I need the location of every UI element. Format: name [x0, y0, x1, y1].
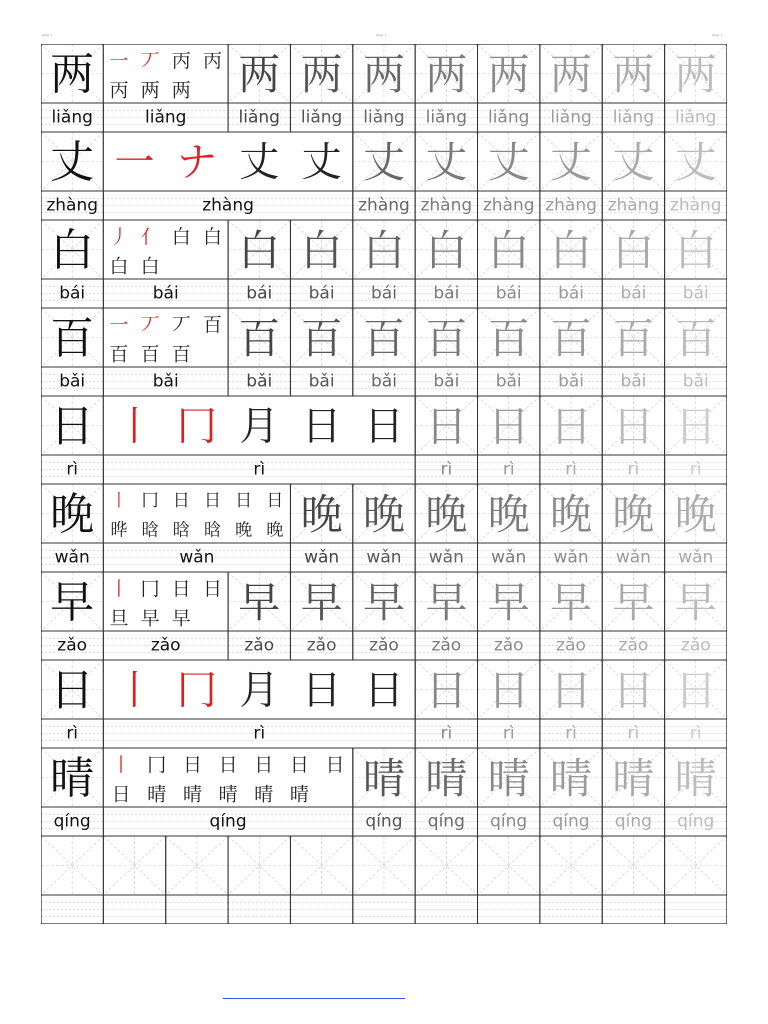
trace-character: 早: [425, 578, 468, 627]
stroke-step: 日: [254, 753, 274, 776]
pinyin-label: wǎn: [54, 547, 90, 568]
stroke-step: 早: [171, 607, 191, 630]
pinyin-label: bǎi: [59, 371, 86, 392]
trace-character: 两: [300, 50, 343, 99]
model-character: 百: [50, 313, 95, 364]
trace-pinyin: liǎng: [425, 107, 468, 128]
pinyin-label: zǎo: [57, 635, 88, 656]
trace-character: 早: [487, 578, 530, 627]
pinyin-label: liǎng: [145, 107, 187, 128]
stroke-step: 日: [172, 490, 190, 511]
trace-pinyin: bái: [620, 283, 647, 304]
stroke-step: 丨: [114, 667, 155, 714]
pinyin-label: bái: [152, 283, 179, 304]
header-right: Page 1: [712, 33, 723, 37]
trace-character: 晴: [425, 754, 468, 803]
stroke-step: 日: [301, 667, 342, 714]
trace-pinyin: liǎng: [550, 107, 592, 128]
trace-pinyin: wǎn: [366, 547, 402, 568]
stroke-step: 晴: [182, 783, 202, 806]
stroke-step: 丨: [111, 753, 131, 776]
trace-character: 日: [674, 402, 717, 451]
trace-pinyin: rì: [689, 723, 702, 744]
trace-pinyin: bái: [495, 283, 522, 304]
trace-character: 晚: [487, 490, 530, 539]
trace-character: 晚: [425, 490, 468, 539]
trace-pinyin: wǎn: [615, 547, 651, 568]
trace-character: 早: [300, 578, 343, 627]
pinyin-label: rì: [66, 723, 79, 744]
trace-character: 白: [362, 226, 405, 275]
trace-character: 丈: [362, 138, 405, 187]
trace-character: 百: [425, 314, 468, 363]
stroke-step: 月: [239, 667, 280, 714]
pinyin-label: rì: [253, 723, 266, 744]
stroke-step: 日: [218, 753, 238, 776]
trace-character: 白: [674, 226, 717, 275]
trace-character: 晴: [487, 754, 530, 803]
stroke-step: 晚: [266, 520, 284, 541]
trace-character: 日: [425, 666, 468, 715]
trace-character: 百: [487, 314, 530, 363]
trace-character: 晚: [674, 490, 717, 539]
trace-pinyin: zǎo: [680, 635, 711, 656]
trace-character: 日: [550, 402, 593, 451]
trace-character: 晚: [612, 490, 655, 539]
stroke-step: 晔: [110, 520, 128, 541]
stroke-step: 冂: [176, 403, 217, 450]
model-character: 丈: [50, 137, 95, 188]
stroke-step: 冂: [141, 490, 159, 511]
model-character: 两: [50, 49, 95, 100]
stroke-step: 丙: [171, 49, 191, 72]
trace-character: 百: [362, 314, 405, 363]
pinyin-label: zǎo: [150, 635, 181, 656]
trace-pinyin: zhàng: [607, 195, 660, 216]
stroke-step: 百: [140, 343, 160, 366]
model-character: 日: [50, 665, 95, 716]
footer-link[interactable]: [223, 998, 405, 999]
stroke-step: 白: [140, 255, 160, 278]
trace-pinyin: zǎo: [618, 635, 649, 656]
stroke-step: 白: [109, 255, 129, 278]
trace-pinyin: liǎng: [363, 107, 405, 128]
trace-character: 晴: [612, 754, 655, 803]
pinyin-label: rì: [253, 459, 266, 480]
pinyin-label: qíng: [209, 811, 247, 832]
trace-pinyin: rì: [627, 723, 640, 744]
stroke-step: 丨: [114, 403, 155, 450]
stroke-step: ナ: [176, 139, 217, 186]
trace-character: 白: [550, 226, 593, 275]
trace-character: 两: [425, 50, 468, 99]
trace-pinyin: qíng: [552, 811, 590, 832]
trace-pinyin: zǎo: [493, 635, 524, 656]
stroke-step: 两: [140, 79, 160, 102]
stroke-step: 冂: [147, 753, 167, 776]
model-character: 晴: [50, 753, 95, 804]
trace-pinyin: bái: [558, 283, 585, 304]
trace-character: 丈: [612, 138, 655, 187]
stroke-step: 丆: [171, 313, 191, 336]
trace-pinyin: zǎo: [306, 635, 337, 656]
stroke-step: 晴: [218, 783, 238, 806]
trace-pinyin: liǎng: [675, 107, 717, 128]
trace-pinyin: zhàng: [358, 195, 410, 216]
stroke-step: 日: [301, 403, 342, 450]
stroke-step: 日: [182, 753, 202, 776]
trace-character: 两: [612, 50, 655, 99]
trace-character: 百: [550, 314, 593, 363]
stroke-step: 日: [266, 490, 284, 511]
trace-pinyin: qíng: [490, 811, 528, 832]
trace-pinyin: rì: [440, 459, 453, 480]
stroke-step: 丙: [202, 49, 222, 72]
trace-character: 丈: [425, 138, 468, 187]
model-character: 晚: [50, 489, 95, 540]
trace-pinyin: bǎi: [682, 371, 709, 392]
trace-character: 百: [612, 314, 655, 363]
stroke-step: 亻: [140, 225, 160, 248]
stroke-step: 晴: [289, 783, 309, 806]
trace-character: 日: [612, 666, 655, 715]
trace-pinyin: zhàng: [420, 195, 473, 216]
trace-character: 白: [300, 226, 343, 275]
trace-pinyin: rì: [627, 459, 640, 480]
trace-character: 白: [238, 226, 281, 275]
model-character: 日: [50, 401, 95, 452]
stroke-step: 丆: [140, 49, 160, 72]
trace-character: 日: [674, 666, 717, 715]
stroke-step: 丈: [301, 139, 342, 186]
stroke-step: 晗: [141, 520, 159, 541]
trace-character: 晚: [362, 490, 405, 539]
stroke-step: 日: [289, 753, 309, 776]
stroke-step: 日: [235, 490, 253, 511]
stroke-step: 早: [140, 607, 160, 630]
stroke-step: 晴: [254, 783, 274, 806]
trace-character: 两: [550, 50, 593, 99]
trace-pinyin: bái: [308, 283, 335, 304]
pinyin-label: qíng: [53, 811, 91, 832]
trace-pinyin: zhàng: [545, 195, 597, 216]
practice-grid: [41, 44, 727, 924]
pinyin-label: zhàng: [202, 195, 254, 216]
stroke-step: 两: [171, 79, 191, 102]
trace-character: 日: [612, 402, 655, 451]
trace-character: 两: [674, 50, 717, 99]
trace-character: 丈: [487, 138, 530, 187]
trace-pinyin: rì: [440, 723, 453, 744]
trace-pinyin: wǎn: [678, 547, 714, 568]
pinyin-label: rì: [66, 459, 79, 480]
trace-character: 两: [238, 50, 281, 99]
trace-character: 早: [612, 578, 655, 627]
trace-pinyin: rì: [502, 459, 515, 480]
pinyin-label: liǎng: [51, 107, 93, 128]
stroke-step: 丨: [110, 490, 128, 511]
stroke-step: 丈: [239, 139, 280, 186]
trace-pinyin: bǎi: [433, 371, 460, 392]
trace-pinyin: bǎi: [620, 371, 647, 392]
trace-pinyin: bái: [682, 283, 709, 304]
trace-character: 日: [487, 402, 530, 451]
trace-pinyin: bái: [371, 283, 397, 304]
pinyin-label: bái: [59, 283, 86, 304]
trace-pinyin: wǎn: [491, 547, 527, 568]
trace-character: 早: [362, 578, 405, 627]
trace-pinyin: bái: [246, 283, 273, 304]
trace-pinyin: wǎn: [428, 547, 464, 568]
trace-pinyin: qíng: [427, 811, 465, 832]
trace-pinyin: rì: [565, 723, 577, 744]
trace-pinyin: bǎi: [246, 371, 273, 392]
model-character: 早: [50, 577, 95, 628]
trace-pinyin: qíng: [365, 811, 403, 832]
stroke-step: 白: [171, 225, 191, 248]
trace-character: 百: [238, 314, 281, 363]
trace-character: 晴: [550, 754, 593, 803]
stroke-step: 日: [363, 667, 404, 714]
trace-character: 早: [550, 578, 593, 627]
stroke-step: 丿: [109, 225, 129, 248]
header-center: Page 1: [376, 33, 387, 37]
trace-character: 日: [487, 666, 530, 715]
trace-pinyin: bǎi: [495, 371, 522, 392]
stroke-step: 旦: [109, 607, 129, 630]
trace-character: 晚: [300, 490, 343, 539]
stroke-step: 百: [202, 313, 222, 336]
trace-character: 两: [487, 50, 530, 99]
stroke-step: 日: [325, 753, 345, 776]
trace-pinyin: zǎo: [556, 635, 586, 656]
model-character: 白: [50, 225, 95, 276]
trace-character: 晴: [674, 754, 717, 803]
stroke-step: 日: [203, 490, 221, 511]
stroke-step: 丙: [109, 79, 129, 102]
stroke-step: 日: [171, 577, 191, 600]
trace-character: 日: [550, 666, 593, 715]
pinyin-label: wǎn: [179, 547, 215, 568]
trace-pinyin: zǎo: [431, 635, 462, 656]
trace-pinyin: bǎi: [308, 371, 335, 392]
trace-pinyin: bái: [433, 283, 460, 304]
trace-character: 两: [362, 50, 405, 99]
stroke-step: 丨: [109, 577, 129, 600]
trace-pinyin: wǎn: [553, 547, 589, 568]
stroke-step: 晚: [235, 520, 253, 541]
trace-pinyin: liǎng: [238, 107, 280, 128]
trace-pinyin: bǎi: [371, 371, 397, 392]
trace-character: 白: [612, 226, 655, 275]
trace-pinyin: zǎo: [244, 635, 275, 656]
stroke-step: 晗: [203, 520, 221, 541]
stroke-step: 丆: [140, 313, 160, 336]
trace-character: 白: [425, 226, 468, 275]
trace-character: 早: [238, 578, 281, 627]
header-left: Page 1: [42, 33, 53, 37]
trace-character: 日: [425, 402, 468, 451]
trace-pinyin: zhàng: [482, 195, 535, 216]
trace-pinyin: qíng: [677, 811, 715, 832]
trace-character: 百: [300, 314, 343, 363]
trace-character: 白: [487, 226, 530, 275]
stroke-step: 百: [171, 343, 191, 366]
pinyin-label: bǎi: [152, 371, 179, 392]
trace-pinyin: rì: [502, 723, 515, 744]
stroke-step: 晴: [147, 783, 167, 806]
trace-pinyin: rì: [689, 459, 702, 480]
stroke-step: 一: [109, 313, 129, 336]
stroke-step: 一: [109, 49, 129, 72]
stroke-step: 百: [109, 343, 129, 366]
trace-character: 早: [674, 578, 717, 627]
trace-pinyin: liǎng: [300, 107, 343, 128]
trace-character: 丈: [550, 138, 593, 187]
stroke-step: 日: [202, 577, 222, 600]
stroke-step: 冂: [176, 667, 217, 714]
stroke-step: 白: [202, 225, 222, 248]
stroke-step: 月: [239, 403, 280, 450]
trace-pinyin: liǎng: [487, 107, 530, 128]
trace-character: 晴: [362, 754, 405, 803]
stroke-step: 日: [363, 403, 404, 450]
trace-pinyin: liǎng: [612, 107, 655, 128]
stroke-step: 晗: [172, 520, 190, 541]
trace-pinyin: qíng: [614, 811, 652, 832]
stroke-step: 冂: [140, 577, 160, 600]
trace-pinyin: wǎn: [304, 547, 340, 568]
trace-character: 晚: [550, 490, 593, 539]
stroke-step: 日: [111, 783, 131, 806]
trace-pinyin: bǎi: [558, 371, 585, 392]
trace-character: 丈: [674, 138, 717, 187]
trace-pinyin: zhàng: [669, 195, 722, 216]
trace-character: 百: [674, 314, 717, 363]
pinyin-label: zhàng: [46, 195, 99, 216]
trace-pinyin: rì: [565, 459, 577, 480]
trace-pinyin: zǎo: [369, 635, 399, 656]
stroke-step: 一: [114, 139, 155, 186]
